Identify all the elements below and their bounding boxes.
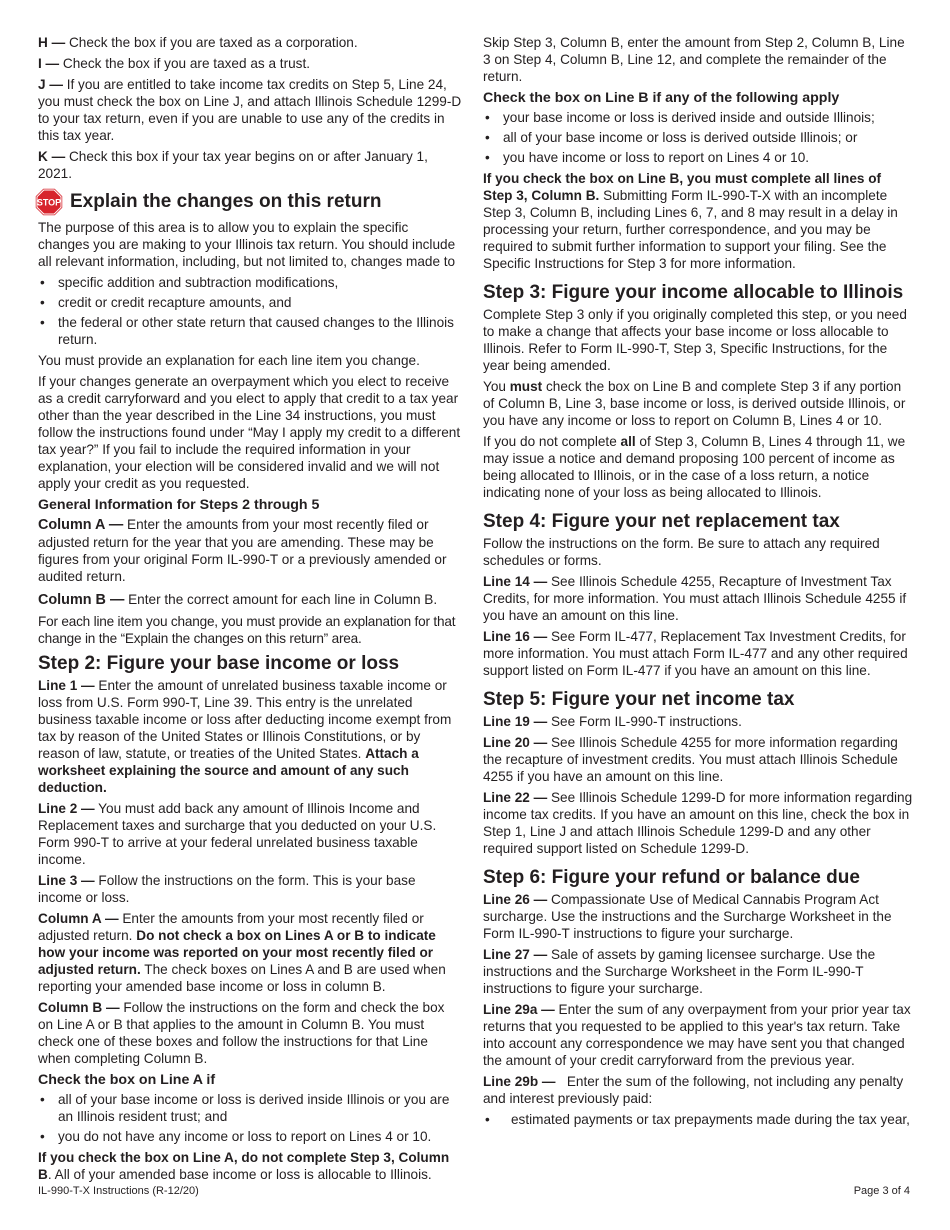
line-22-label: Line 22 —: [483, 790, 548, 805]
stop-sign-icon: [34, 187, 64, 217]
list-item: • specific addition and subtraction modifications,: [38, 274, 462, 291]
line-j-label: J —: [38, 77, 63, 92]
list-item: • you do not have any income or loss to report on Lines 4 or 10.: [38, 1128, 462, 1145]
column-b-label: Column B —: [38, 592, 125, 608]
step2-column-a-label: Column A —: [38, 911, 119, 926]
step2-column-a-text: Enter the amounts from your most recently filed or adjusted return.: [38, 911, 424, 943]
line-a-note: [38, 1149, 462, 1183]
line-a-text: . All of your amended base income or loss is allocable to Illinois.: [47, 1167, 432, 1182]
line-14-text: See Illinois Schedule 4255, Recapture of Investment Tax Credits, for more information. You must attach Illinois Schedule 4255 if you have an amount on this line.: [483, 574, 907, 623]
line-b-title: Check the box on Line B if any of the following apply: [483, 90, 840, 106]
column-a-text: Enter the amounts from your most recently filed or adjusted return for the year that you are amending. These may be figures from your original Form IL-990-T or a previously amended or audited return.: [38, 517, 447, 584]
step2-column-b-text: Follow the instructions on the form and check the box on Line A or B that applies to the amount in Column B. You must check one of these boxes and follow the instructions for that Line when completing Column B.: [38, 1000, 445, 1066]
stop-sign-text: STOP: [36, 197, 62, 208]
list-item: • your base income or loss is derived inside and outside Illinois;: [483, 109, 913, 126]
list-item: • all of your base income or loss is derived inside Illinois or you are an Illinois resident trust; and: [38, 1091, 462, 1125]
step4-title: Step 4: Figure your net replacement tax: [483, 511, 840, 532]
step3-paragraph-2: [483, 378, 913, 429]
line-i-label: I —: [38, 56, 60, 71]
list-item: • you have income or loss to report on Lines 4 or 10.: [483, 149, 913, 166]
list-item: • the federal or other state return that caused changes to the Illinois return.: [38, 314, 462, 348]
line-3: [38, 872, 462, 906]
column-b-explanation: For each line item you change, you must provide an explanation for that change in the “Explain the changes on this return” area.: [38, 614, 456, 646]
line-20-label: Line 20 —: [483, 735, 548, 750]
line-19: [483, 713, 913, 730]
explain-paragraph-3: If your changes generate an overpayment which you elect to receive as a credit carryforward and you elect to apply that credit to a tax year other than the year described in the Line 34 instructions, you must follow the instructions found under “May I apply my credit to a different tax year?” If you fail to include the required information in your explanation, your election will be considered invalid and we will not apply your credit as you requested.: [38, 374, 461, 491]
line-19-text: See Form IL-990-T instructions.: [547, 714, 742, 729]
step2-column-a-text2: The check boxes on Lines A and B are used when reporting your amended base income or loss in column B.: [38, 962, 446, 994]
line-2: [38, 800, 462, 868]
line-20-text: See Illinois Schedule 4255 for more information regarding the recapture of investment credits. You must attach Illinois Schedule 4255 if you have an amount on this line.: [483, 735, 898, 784]
line-a-title: Check the box on Line A if: [38, 1072, 216, 1088]
line-19-label: Line 19 —: [483, 714, 548, 729]
explain-paragraph-1: The purpose of this area is to allow you to explain the specific changes you are making to your Illinois tax return. You should include all relevant information, including, but not limited to, changes made to: [38, 220, 456, 269]
line-26-text: Compassionate Use of Medical Cannabis Program Act surcharge. Use the instructions and the Surcharge Worksheet in the Form IL-990-T instructions to figure your surcharge.: [483, 892, 892, 941]
line-29b-text: Enter the sum of the following, not including any penalty and interest previously paid:: [483, 1074, 907, 1106]
line-29a-text: Enter the sum of any overpayment from your prior year tax returns that you requested to be applied to this year's tax return. Take into account any correspondence we may have sent you that changed the amount of your credit carryforward from the previous year.: [483, 1002, 911, 1068]
line-k: [38, 148, 462, 182]
line-j: [38, 76, 462, 144]
line-b-text: Submitting Form IL-990-T-X with an incomplete Step 3, Column B, including Lines 6, 7, and 8 may result in a delay in processing your return, further correspondence, and you may be required to submit further information to support your filing. See the Specific Instructions for Step 3 for more information.: [483, 188, 898, 271]
line-2-text: You must add back any amount of Illinois Income and Replacement taxes and surcharge that you deducted on your U.S. Form 990-T to arrive at your federal unrelated business taxable income.: [38, 801, 437, 867]
line-29b-label: Line 29b —: [483, 1074, 556, 1089]
line-2-label: Line 2 —: [38, 801, 95, 816]
step3-p3-b: of Step 3, Column B, Lines 4 through 11, we may issue a notice and demand proposing 100 percent of income as being allocated to Illinois, or in the case of a loss return, a notice indicating none of your loss as being allocated to Illinois.: [483, 434, 906, 500]
step2-title: Step 2: Figure your base income or loss: [38, 653, 400, 674]
line-16-text: See Form IL-477, Replacement Tax Investment Credits, for more information. You must attach Form IL-477 and any other required support listed on Form IL-477 if you have an amount on this line.: [483, 629, 908, 678]
step2-column-a-bold: Do not check a box on Lines A or B to indicate how your income was reported on your most recently filed or adjusted return.: [38, 928, 436, 977]
left-column: [38, 34, 462, 1187]
list-item: • credit or credit recapture amounts, and: [38, 294, 462, 311]
step3-paragraph-1: Complete Step 3 only if you originally completed this step, or you need to make a change that affects your base income or loss allocable to Illinois. Refer to Form IL-990-T, Step 3, Specific Instructions, for the year being amended.: [483, 307, 907, 373]
line-29a: [483, 1001, 913, 1069]
column-a-label: Column A —: [38, 517, 124, 533]
line-h: [38, 34, 462, 51]
line-22: [483, 789, 913, 857]
list-item: • estimated payments or tax prepayments made during the tax year,: [483, 1111, 913, 1128]
line-a-bullet-list: [38, 1091, 462, 1145]
line-j-text: If you are entitled to take income tax credits on Step 5, Line 24, you must check the box on Line J, and attach Illinois Schedule 1299-D to your tax return, even if you are unable to use any of the credits in this tax year.: [38, 77, 462, 143]
step3-p2-b: check the box on Line B and complete Step 3 if any portion of Column B, Line 3, base income or loss, is derived outside Illinois, or you have any income or loss to report on Column B, Lines 4 or 10.: [483, 379, 906, 428]
line-k-label: K —: [38, 149, 66, 164]
line-3-label: Line 3 —: [38, 873, 95, 888]
line-1-bold: Attach a worksheet explaining the source and amount of any such deduction.: [38, 746, 419, 795]
step5-title: Step 5: Figure your net income tax: [483, 689, 795, 710]
line-i: [38, 55, 462, 72]
explain-title: Explain the changes on this return: [70, 191, 382, 212]
step3-p2-bold: must: [509, 379, 543, 394]
list-item: • all of your base income or loss is derived outside Illinois; or: [483, 129, 913, 146]
line-b-note: [483, 170, 913, 272]
line-1-text: Enter the amount of unrelated business taxable income or loss from U.S. Form 990-T, Line 39. This entry is the unrelated business taxable income or loss after deducting income exempt from tax by reason of the United States or Illinois Constitutions, or by reason of law, statute, or treaties of the United States.: [38, 678, 452, 761]
skip-step3: Skip Step 3, Column B, enter the amount from Step 2, Column B, Line 3 on Step 4, Column B, Line 12, and complete the remainder of the return.: [483, 35, 905, 84]
line-27-text: Sale of assets by gaming licensee surcharge. Use the instructions and the Surcharge Worksheet in the Form IL-990-T instructions to figure your surcharge.: [483, 947, 876, 996]
line-14-label: Line 14 —: [483, 574, 548, 589]
step3-p2-a: You: [483, 379, 510, 394]
step2-column-b-label: Column B —: [38, 1000, 120, 1015]
footer-page-number: Page 3 of 4: [853, 1185, 910, 1197]
right-column: [483, 34, 913, 1132]
column-a-general: [38, 516, 462, 585]
step3-p3-bold: all: [620, 434, 636, 449]
line-b-bold: If you check the box on Line B, you must complete all lines of Step 3, Column B.: [483, 171, 882, 203]
line-b-bullet-list: [483, 109, 913, 166]
line-22-text: See Illinois Schedule 1299-D for more information regarding income tax credits. If you have an amount on this line, check the box in Step 1, Line J and attach Illinois Schedule 1299-D and any other required support listed on Schedule 1299-D.: [483, 790, 913, 856]
step3-title: Step 3: Figure your income allocable to Illinois: [483, 282, 904, 303]
step4-paragraph-1: Follow the instructions on the form. Be sure to attach any required schedules or forms.: [483, 536, 880, 568]
explain-heading-row: [34, 187, 462, 217]
explain-bullet-list: [38, 274, 462, 348]
line-i-text: Check the box if you are taxed as a trust.: [59, 56, 311, 71]
general-info-title: General Information for Steps 2 through 5: [38, 497, 320, 513]
line-20: [483, 734, 913, 785]
line-k-text: Check this box if your tax year begins on or after January 1, 2021.: [38, 149, 428, 181]
line-a-bold: If you check the box on Line A, do not complete Step 3, Column B: [38, 1150, 450, 1182]
step3-paragraph-3: [483, 433, 913, 501]
line-14: [483, 573, 913, 624]
step2-column-a: [38, 910, 462, 995]
line-27: [483, 946, 913, 997]
line-26-label: Line 26 —: [483, 892, 548, 907]
column-b-text: Enter the correct amount for each line in Column B.: [124, 592, 438, 607]
footer-form-id: IL-990-T-X Instructions (R-12/20): [38, 1185, 199, 1197]
line-27-label: Line 27 —: [483, 947, 548, 962]
column-b-general: [38, 591, 462, 609]
line-h-label: H —: [38, 35, 66, 50]
step6-title: Step 6: Figure your refund or balance due: [483, 867, 860, 888]
line-1: [38, 677, 462, 796]
line-29b-bullet-list: [483, 1111, 913, 1128]
line-29a-label: Line 29a —: [483, 1002, 555, 1017]
line-3-text: Follow the instructions on the form. This is your base income or loss.: [38, 873, 416, 905]
line-16: [483, 628, 913, 679]
explain-paragraph-2: You must provide an explanation for each line item you change.: [38, 353, 420, 368]
step3-p3-a: If you do not complete: [483, 434, 621, 449]
line-29b: [483, 1073, 913, 1107]
line-1-label: Line 1 —: [38, 678, 95, 693]
step2-column-b: [38, 999, 462, 1067]
line-26: [483, 891, 913, 942]
line-16-label: Line 16 —: [483, 629, 548, 644]
line-h-text: Check the box if you are taxed as a corporation.: [65, 35, 358, 50]
